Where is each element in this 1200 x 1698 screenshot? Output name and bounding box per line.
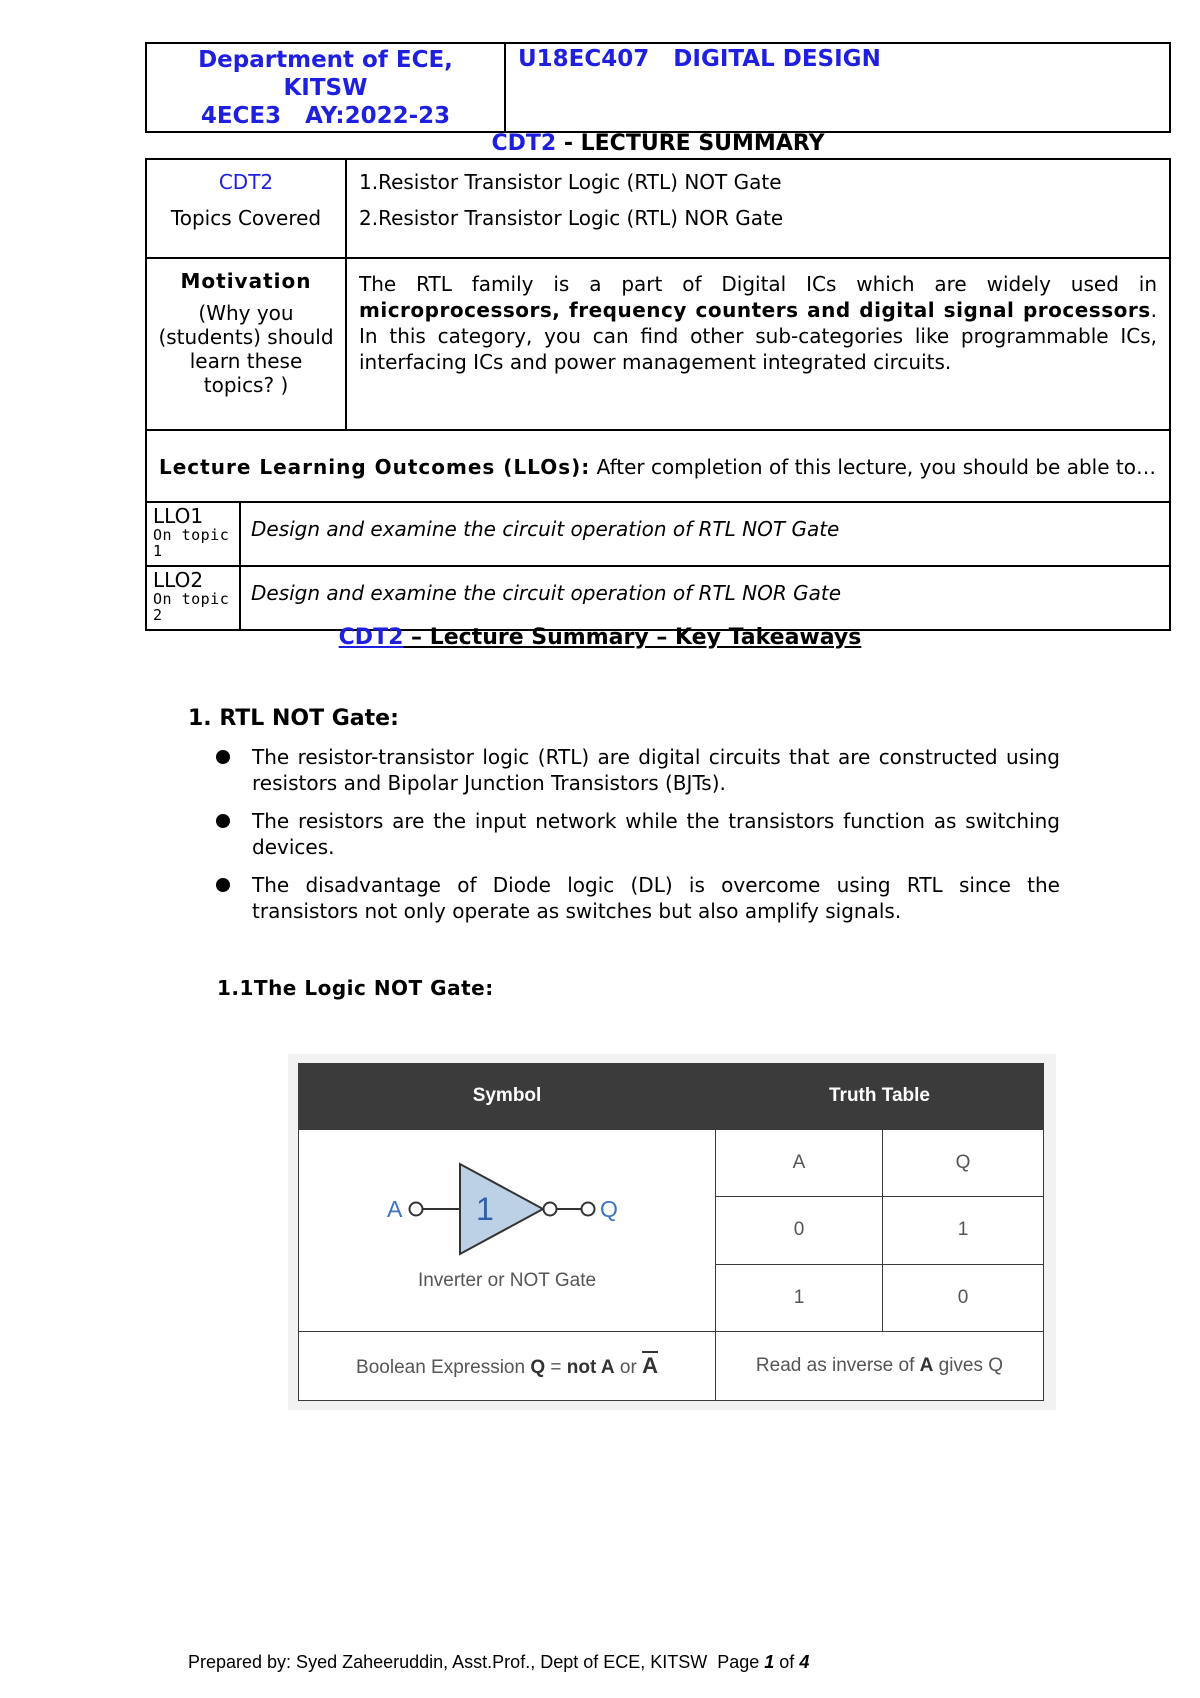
llo-heading-rest: After completion of this lecture, you should be able to… <box>590 454 1156 479</box>
not-gate-table <box>298 1063 1044 1401</box>
motivation-text-b: . In this category, you can find other sub-categories like programmable ICs, interfacing ICs and power management integrated circuits. <box>359 298 1157 374</box>
topics-sublabel: Topics Covered <box>170 206 322 230</box>
key-takeaways-a: CDT2 <box>338 625 404 650</box>
topics-row <box>146 159 1170 258</box>
bullet-dot-icon <box>216 878 230 892</box>
bool-eq: = <box>545 1357 567 1379</box>
llo2-num: 2 <box>153 606 163 624</box>
bool-or: or <box>614 1357 643 1379</box>
truth-cell: 1 <box>883 1197 1044 1265</box>
department-cell <box>146 43 505 132</box>
page-footer <box>188 1652 809 1673</box>
llo-row <box>146 502 1170 630</box>
lecture-summary-rest: - LECTURE SUMMARY <box>556 131 825 156</box>
footer-of: of <box>774 1652 800 1672</box>
motivation-text-bold: microprocessors, frequency counters and digital signal processors <box>359 298 1151 322</box>
gate-caption: Inverter or NOT Gate <box>417 1270 597 1292</box>
bullet-list <box>252 744 1060 936</box>
dept-line2: KITSW <box>283 75 368 101</box>
topic-item-1: 1.Resistor Transistor Logic (RTL) NOT Gate <box>359 170 782 194</box>
llo1-name: LLO1 <box>153 504 204 528</box>
lecture-summary-title <box>145 130 1171 158</box>
read-as-text <box>716 1332 1044 1401</box>
lecture-summary-prefix: CDT2 <box>491 131 557 156</box>
bool-prefix: Boolean Expression <box>356 1357 531 1379</box>
llo-rows-container <box>146 502 1170 630</box>
bullet-item <box>252 808 1060 860</box>
llo2-name-cell <box>147 566 240 629</box>
motivation-label-cell <box>146 258 346 430</box>
llo1-name-cell <box>147 503 240 566</box>
llo2-name: LLO2 <box>153 568 204 592</box>
llo-row-2 <box>147 566 1169 629</box>
footer-prefix: Prepared by: Syed Zaheeruddin, Asst.Prof., Dept of ECE, KITSW Page <box>188 1652 765 1672</box>
llo-row-1 <box>147 503 1169 566</box>
motivation-label: Motivation <box>180 269 312 293</box>
truth-table-header: Truth Table <box>716 1064 1044 1130</box>
truth-col-q: Q <box>883 1129 1044 1197</box>
symbol-cell <box>299 1129 716 1332</box>
read-prefix: Read as inverse of <box>755 1355 920 1377</box>
llo1-topic: On topic <box>153 526 230 544</box>
course-cell <box>505 43 1170 132</box>
llo2-text: Design and examine the circuit operation of RTL NOR Gate <box>240 566 1169 629</box>
bullet-item <box>252 872 1060 924</box>
bool-q: Q <box>530 1357 546 1379</box>
bool-abar: $\overline{A}$ <box>642 1353 658 1379</box>
read-a: A <box>919 1355 934 1377</box>
motivation-sublabel: (Why you (students) should learn these topics? ) <box>158 301 334 397</box>
truth-col-a: A <box>716 1129 883 1197</box>
bullet-text-2: The resistors are the input network while the transistors function as switching devices. <box>252 809 1060 859</box>
gate-input-label: A <box>387 1196 403 1223</box>
bool-not: not A <box>566 1357 615 1379</box>
not-gate-icon <box>302 1131 712 1329</box>
bullet-item <box>252 744 1060 796</box>
dept-line1: Department of ECE, <box>198 47 453 73</box>
section-1-1-title: 1.1The Logic NOT Gate: <box>217 976 494 1000</box>
boolean-expression <box>299 1332 716 1401</box>
topics-label: CDT2 <box>218 170 274 194</box>
footer-page: 1 <box>764 1652 775 1672</box>
key-takeaways-heading <box>0 625 1200 650</box>
section-1-title: 1. RTL NOT Gate: <box>188 706 399 731</box>
header-box <box>145 42 1171 133</box>
llo1-num: 1 <box>153 542 163 560</box>
summary-table <box>145 158 1171 631</box>
llo1-text: Design and examine the circuit operation of RTL NOT Gate <box>240 503 1169 566</box>
llo2-topic: On topic <box>153 590 230 608</box>
gate-output-label: Q <box>600 1196 618 1223</box>
bullet-dot-icon <box>216 750 230 764</box>
symbol-header: Symbol <box>299 1064 716 1130</box>
llo-heading-cell <box>146 430 1170 502</box>
topics-label-cell <box>146 159 346 258</box>
motivation-text-cell <box>346 258 1170 430</box>
bullet-dot-icon <box>216 814 230 828</box>
truth-cell: 0 <box>883 1264 1044 1332</box>
llo-table <box>147 503 1169 629</box>
truth-cell: 0 <box>716 1197 883 1265</box>
course-title: U18EC407 DIGITAL DESIGN <box>518 46 881 72</box>
llo-heading-row <box>146 430 1170 502</box>
key-takeaways-b: – Lecture Summary – Key Takeaways <box>403 625 862 650</box>
truth-cell: 1 <box>716 1264 883 1332</box>
dept-line3: 4ECE3 AY:2022-23 <box>200 103 451 129</box>
footer-total: 4 <box>799 1652 810 1672</box>
not-gate-figure <box>288 1054 1056 1410</box>
bullet-text-3: The disadvantage of Diode logic (DL) is overcome using RTL since the transistors not only operate as switches but also amplify signals. <box>252 873 1060 923</box>
gate-number: 1 <box>476 1191 494 1228</box>
topics-list-cell <box>346 159 1170 258</box>
read-suffix: gives Q <box>933 1355 1004 1377</box>
llo-heading-bold: Lecture Learning Outcomes (LLOs): <box>159 454 591 479</box>
motivation-row <box>146 258 1170 430</box>
topic-item-2: 2.Resistor Transistor Logic (RTL) NOR Gate <box>359 206 784 230</box>
bullet-text-1: The resistor-transistor logic (RTL) are digital circuits that are constructed using resistors and Bipolar Junction Transistors (BJTs). <box>252 745 1060 795</box>
motivation-text-a: The RTL family is a part of Digital ICs which are widely used in <box>359 272 1157 296</box>
